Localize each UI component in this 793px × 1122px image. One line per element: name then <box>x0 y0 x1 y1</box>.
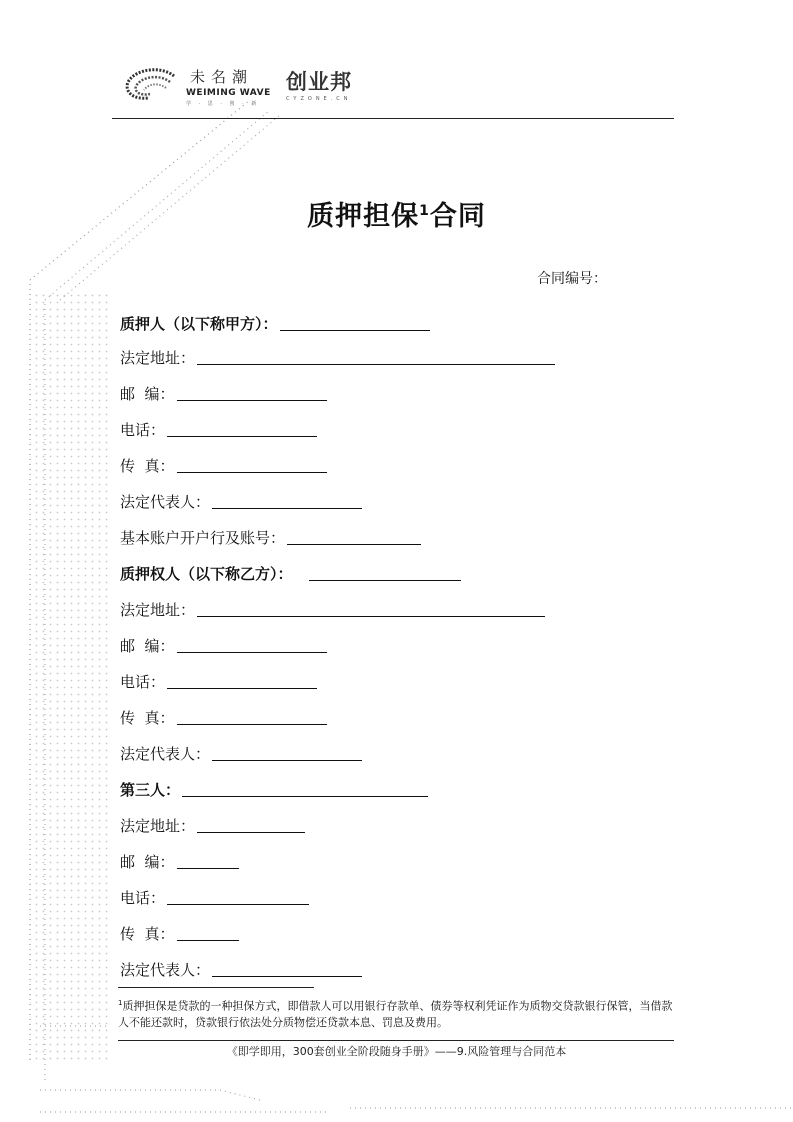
party-b-phone-row: 电话： <box>120 670 317 692</box>
party-a-postcode-blank[interactable] <box>177 382 327 401</box>
third-party-name-blank[interactable] <box>182 778 428 797</box>
party-b-legal-rep-blank[interactable] <box>212 742 362 761</box>
third-party-legal-rep-row: 法定代表人： <box>120 958 362 980</box>
third-party-heading: 第三人： <box>120 778 428 800</box>
third-party-fax-row: 传 真： <box>120 922 239 944</box>
party-b-phone-blank[interactable] <box>167 670 317 689</box>
footnote-divider <box>118 987 314 988</box>
party-b-heading: 质押权人（以下称乙方）： <box>120 562 461 584</box>
party-a-legal-rep-blank[interactable] <box>212 490 362 509</box>
party-a-bank-account-blank[interactable] <box>287 526 421 545</box>
contract-number-label: 合同编号： <box>537 271 607 287</box>
party-a-fax-row: 传 真： <box>120 454 327 476</box>
wave-logo-icon <box>122 66 180 104</box>
party-b-postcode-row: 邮 编： <box>120 634 327 656</box>
party-b-legal-rep-row: 法定代表人： <box>120 742 362 764</box>
third-party-fax-blank[interactable] <box>177 922 239 941</box>
footnote <box>118 995 678 1031</box>
party-a-name-blank[interactable] <box>280 312 430 331</box>
footnote-text: 质押担保是贷款的一种担保方式，即借款人可以用银行存款单、债券等权利凭证作为质物交贷款银行保管，当借款人不能还款时，贷款银行依法处分质物偿还贷款本息、罚息及费用。 <box>118 999 673 1029</box>
third-party-postcode-blank[interactable] <box>177 850 239 869</box>
page-footer: 《即学即用，300套创业全阶段随身手册》——9.风险管理与合同范本 <box>226 1045 567 1058</box>
footnote-number: 1 <box>118 999 123 1007</box>
party-b-postcode-blank[interactable] <box>177 634 327 653</box>
party-b-fax-blank[interactable] <box>177 706 327 725</box>
party-a-address-blank[interactable] <box>197 346 555 365</box>
partner-brand-logo: 创业邦 <box>286 70 352 94</box>
party-b-fax-row: 传 真： <box>120 706 327 728</box>
logo-english-name: WEIMING WAVE <box>186 88 271 98</box>
party-a-legal-rep-row: 法定代表人： <box>120 490 362 512</box>
document-title: 质押担保$^1$合同 <box>307 201 486 232</box>
header-divider <box>112 118 674 119</box>
party-a-heading: 质押人（以下称甲方）： <box>120 312 430 334</box>
footer-divider <box>118 1040 674 1041</box>
party-a-phone-blank[interactable] <box>167 418 317 437</box>
logo-slogan: 学 · 思 · 创 · 新 <box>186 101 260 107</box>
party-a-postcode-row: 邮 编： <box>120 382 327 404</box>
party-b-address-blank[interactable] <box>197 598 545 617</box>
logo-chinese-name: 未名潮 <box>190 68 254 86</box>
party-b-name-blank[interactable] <box>309 562 461 581</box>
third-party-phone-row: 电话： <box>120 886 309 908</box>
third-party-address-blank[interactable] <box>197 814 305 833</box>
partner-brand-subtext: CYZONE.CN <box>286 96 352 102</box>
party-a-phone-row: 电话： <box>120 418 317 440</box>
third-party-phone-blank[interactable] <box>167 886 309 905</box>
party-a-bank-account-row: 基本账户开户行及账号： <box>120 526 421 548</box>
party-b-address-row: 法定地址： <box>120 598 545 620</box>
third-party-postcode-row: 邮 编： <box>120 850 239 872</box>
third-party-address-row: 法定地址： <box>120 814 305 836</box>
footnote-marker: 1 <box>419 203 430 219</box>
party-a-address-row: 法定地址： <box>120 346 555 368</box>
third-party-legal-rep-blank[interactable] <box>212 958 362 977</box>
party-a-fax-blank[interactable] <box>177 454 327 473</box>
